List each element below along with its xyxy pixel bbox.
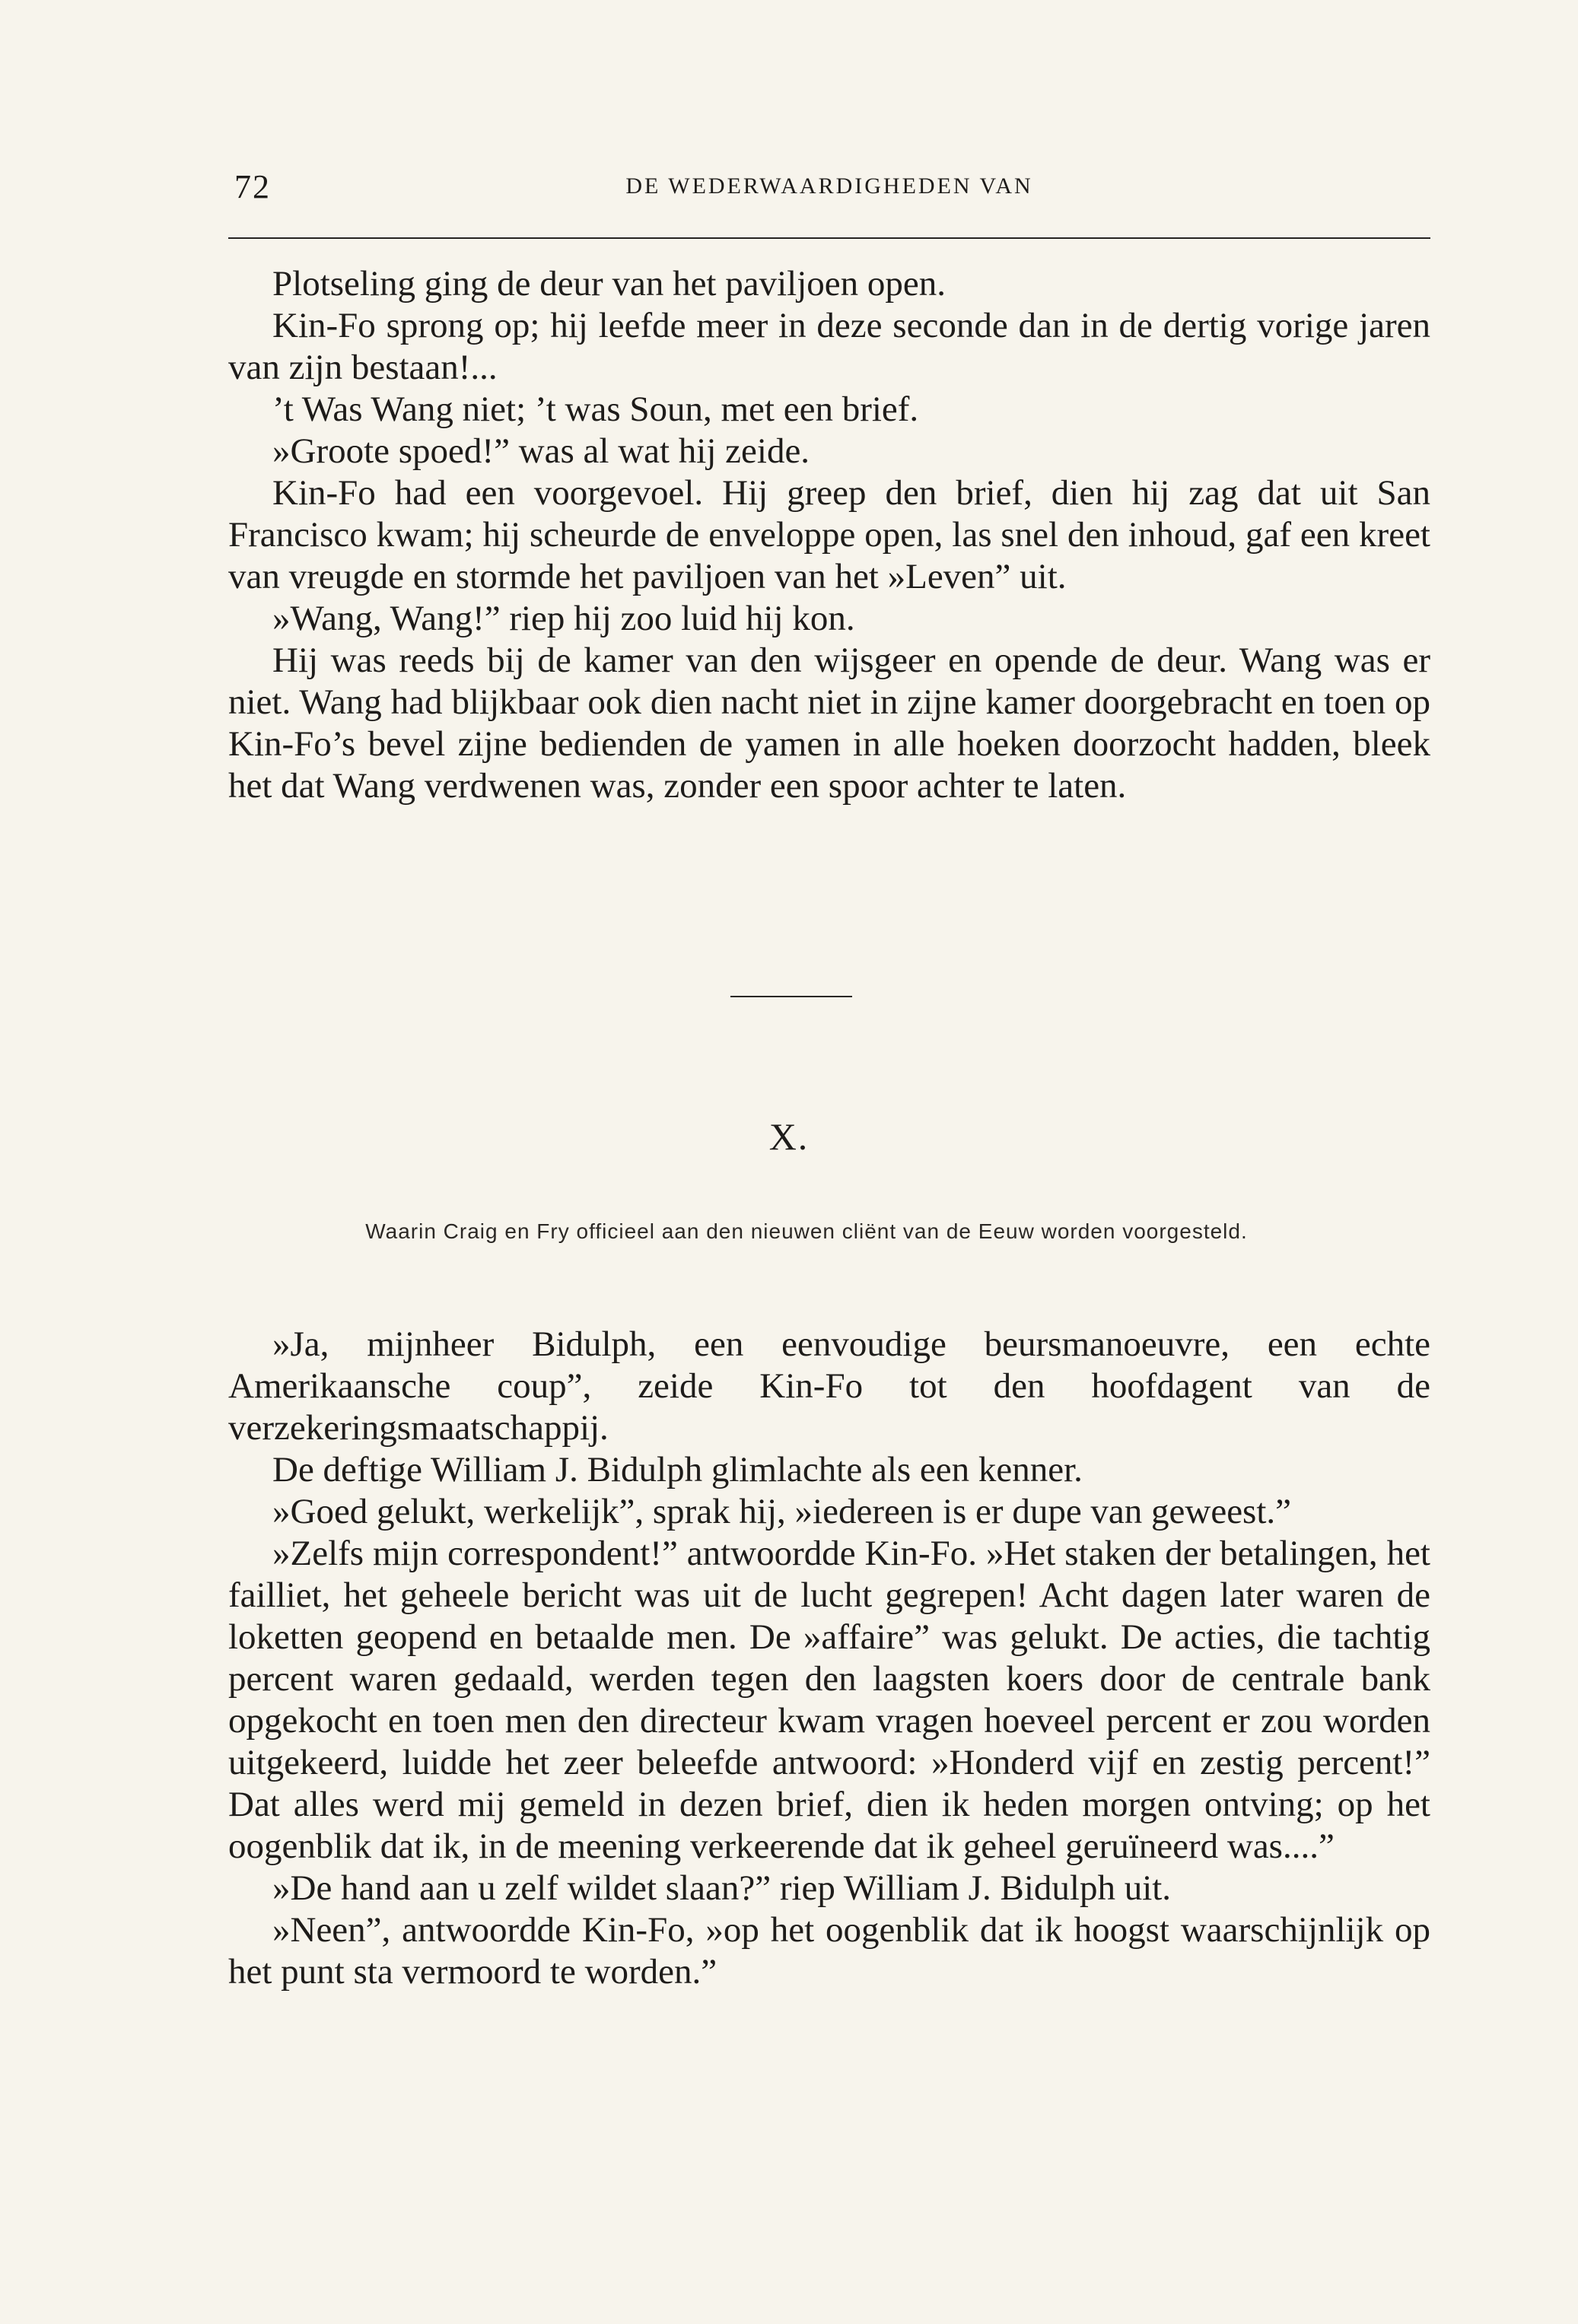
paragraph: »Groote spoed!” was al wat hij zeide. [272,431,810,471]
paragraph: »De hand aan u zelf wildet slaan?” riep William J. Bidulph uit. [272,1868,1172,1908]
paragraph: »Ja, mijnheer Bidulph, een eenvoudige beursmanoeuvre, een echte Amerikaansche coup”, zeide Kin-Fo tot den hoofdagent van de verzekeringsmaatschappij. [228,1324,1430,1448]
paragraph: Plotseling ging de deur van het paviljoen open. [272,264,946,304]
paragraph: »Goed gelukt, werkelijk”, sprak hij, »iedereen is er dupe van geweest.” [272,1492,1292,1531]
text-after-chapter [228,1324,1430,1993]
paragraph: Kin-Fo sprong op; hij leefde meer in deze seconde dan in de dertig vorige jaren van zijn bestaan!... [228,306,1430,387]
chapter-number: X. [768,1115,810,1158]
paragraph: De deftige William J. Bidulph glimlachte als een kenner. [272,1450,1083,1489]
paragraph: ’t Was Wang niet; ’t was Soun, met een brief. [272,389,919,429]
running-title: DE WEDERWAARDIGHEDEN VAN [625,173,1033,199]
text-before-chapter [228,263,1430,807]
paragraph: »Wang, Wang!” riep hij zoo luid hij kon. [272,599,855,638]
chapter-summary: Waarin Craig en Fry officieel aan den nieuwen cliënt van de Eeuw worden voorgesteld. [365,1219,1248,1243]
page-header [228,167,1430,213]
paragraph: Kin-Fo had een voorgevoel. Hij greep den brief, dien hij zag dat uit San Francisco kwam; hij scheurde de enveloppe open, las snel den inhoud, gaf een kreet van vreugde en stormde het paviljoen van het »Leven” uit. [228,473,1430,596]
section-divider [730,996,852,997]
paragraph: »Neen”, antwoordde Kin-Fo, »op het oogenblik dat ik hoogst waarschijnlijk op het punt sta vermoord te worden.” [228,1910,1430,1992]
header-rule [228,237,1430,239]
page-number: 72 [234,168,271,205]
paragraph: »Zelfs mijn correspondent!” antwoordde Kin-Fo. »Het staken der betalingen, het failliet, het geheele bericht was uit de lucht gegrepen! Acht dagen later waren de loketten geopend en betaalde men. De »affaire” was gelukt. De acties, die tachtig percent waren gedaald, werden tegen den laagsten koers door de centrale bank opgekocht en toen men den directeur kwam vragen hoeveel percent er zou worden uitgekeerd, luidde het zeer beleefde antwoord: »Honderd vijf en zestig percent!” Dat alles werd mij gemeld in dezen brief, dien ik heden morgen ontving; op het oogenblik dat ik, in de meening verkeerende dat ik geheel geruïneerd was....” [228,1534,1430,1866]
paragraph: Hij was reeds bij de kamer van den wijsgeer en opende de deur. Wang was er niet. Wang had blijkbaar ook dien nacht niet in zijne kamer doorgebracht en toen op Kin-Fo’s bevel zijne bedienden de yamen in alle hoeken doorzocht hadden, bleek het dat Wang verdwenen was, zonder een spoor achter te laten. [228,641,1430,806]
